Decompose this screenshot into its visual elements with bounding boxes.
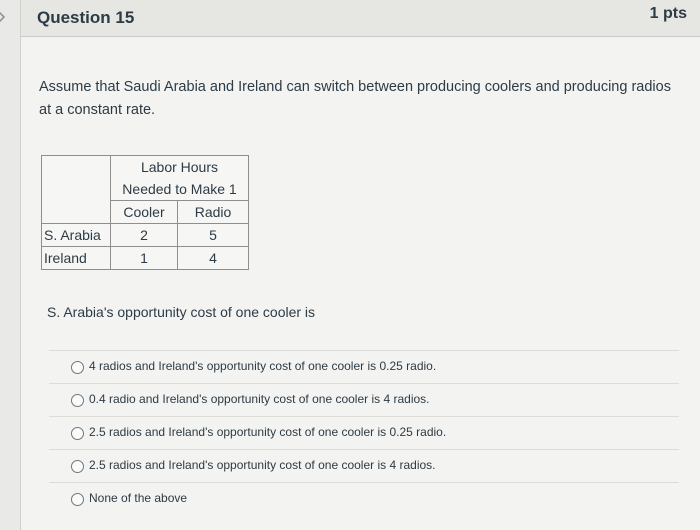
question-points: 1 pts — [649, 5, 687, 22]
answer-option-label[interactable]: 2.5 radios and Ireland's opportunity cost of one cooler is 0.25 radio. — [89, 425, 447, 439]
cell-radio: 4 — [178, 247, 249, 270]
radio-button[interactable] — [71, 394, 84, 407]
chevron-right-icon[interactable] — [0, 8, 8, 26]
question-title: Question 15 — [37, 8, 135, 27]
answer-option[interactable] — [49, 416, 679, 449]
column-header-radio: Radio — [178, 201, 249, 224]
question-prompt: Assume that Saudi Arabia and Ireland can switch between producing coolers and producing radios at a constant rate. — [39, 79, 671, 118]
column-header-cooler: Cooler — [111, 201, 178, 224]
cell-radio: 5 — [178, 224, 249, 247]
question-card — [20, 0, 700, 530]
table-header-line2: Needed to Make 1 — [111, 178, 249, 201]
question-header — [21, 0, 700, 37]
answer-options — [49, 350, 679, 515]
question-ask: S. Arabia's opportunity cost of one cooler is — [47, 304, 316, 320]
cell-cooler: 2 — [111, 224, 178, 247]
radio-button[interactable] — [71, 427, 84, 440]
row-label: S. Arabia — [42, 224, 111, 247]
labor-hours-table — [41, 155, 249, 270]
answer-option-label[interactable]: 0.4 radio and Ireland's opportunity cost of one cooler is 4 radios. — [89, 392, 430, 406]
table-row — [42, 224, 249, 247]
answer-option[interactable] — [49, 383, 679, 416]
answer-option[interactable] — [49, 482, 679, 515]
table-corner-cell — [42, 156, 111, 224]
radio-button[interactable] — [71, 493, 84, 506]
row-label: Ireland — [42, 247, 111, 270]
answer-option[interactable] — [49, 449, 679, 482]
answer-option-label[interactable]: 2.5 radios and Ireland's opportunity cost of one cooler is 4 radios. — [89, 458, 436, 472]
answer-option[interactable] — [49, 350, 679, 383]
answer-option-label[interactable]: None of the above — [89, 491, 188, 505]
cell-cooler: 1 — [111, 247, 178, 270]
radio-button[interactable] — [71, 460, 84, 473]
table-row — [42, 247, 249, 270]
table-header-line1: Labor Hours — [111, 156, 249, 179]
answer-option-label[interactable]: 4 radios and Ireland's opportunity cost of one cooler is 0.25 radio. — [89, 359, 437, 373]
radio-button[interactable] — [71, 361, 84, 374]
